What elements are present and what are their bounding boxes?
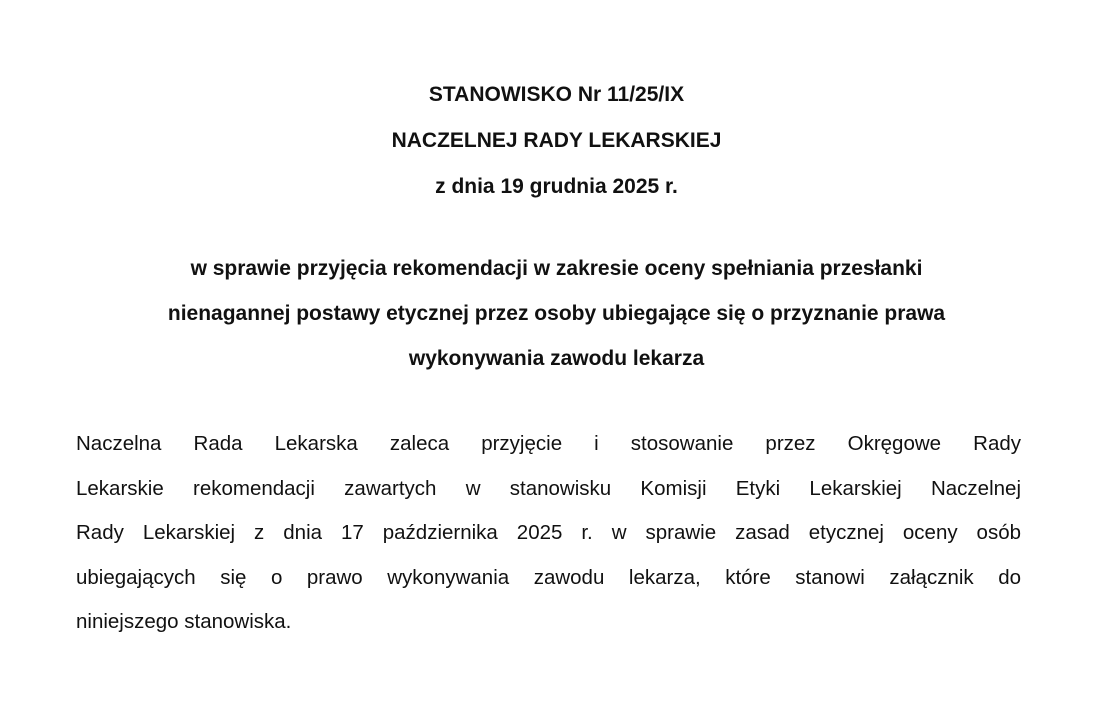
body-line: niniejszego stanowiska. [76,610,292,633]
subject-line: wykonywania zawodu lekarza [408,347,705,370]
document-body [76,422,1021,645]
body-line: Lekarskie rekomendacji zawartych w stanowisku Komisji Etyki Lekarskiej Naczelnej [76,476,1021,500]
document-number: STANOWISKO Nr 11/25/IX [428,83,685,106]
body-line: ubiegających się o prawo wykonywania zawodu lekarza, które stanowi załącznik do [76,565,1021,589]
subject-line: w sprawie przyjęcia rekomendacji w zakresie oceny spełniania przesłanki [190,257,923,280]
document-date: z dnia 19 grudnia 2025 r. [435,175,678,198]
issuing-body: NACZELNEJ RADY LEKARSKIEJ [391,129,722,152]
body-line: Naczelna Rada Lekarska zaleca przyjęcie i stosowanie przez Okręgowe Rady [76,432,1021,455]
document-header [0,72,1113,210]
subject-line: nienagannej postawy etycznej przez osoby ubiegające się o przyznanie prawa [167,302,946,325]
body-line: Rady Lekarskiej z dnia 17 października 2025 r. w sprawie zasad etycznej oceny osób [76,521,1021,544]
document-subject [60,246,1053,381]
